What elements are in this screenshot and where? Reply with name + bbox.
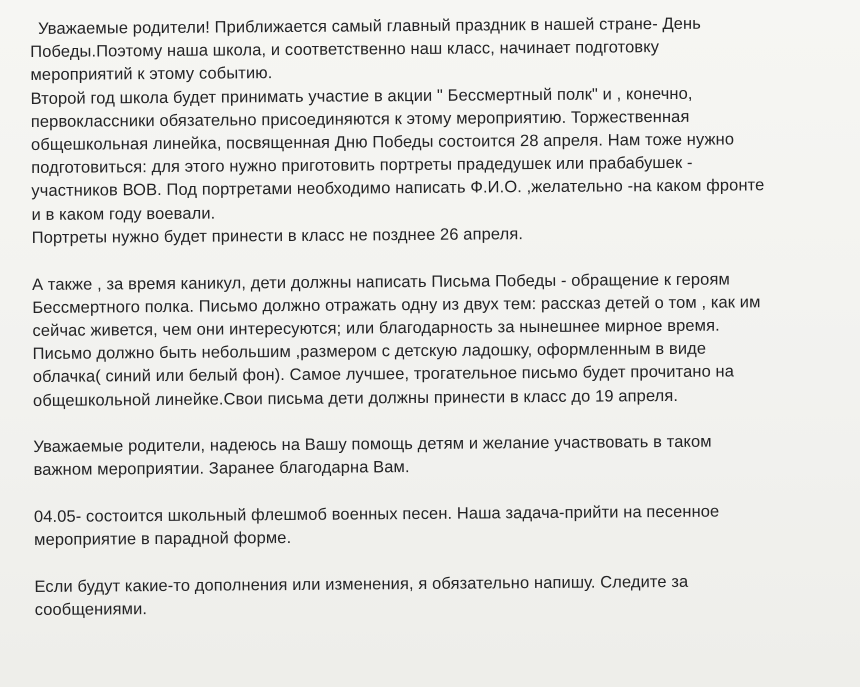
text-line: Победы.Поэтому наша школа, и соответственно наш класс, начинает подготовку — [30, 38, 660, 62]
text-line: Уважаемые родители, надеюсь на Вашу помощь детям и желание участвовать в таком — [33, 432, 712, 457]
text-line: важном мероприятии. Заранее благодарна Вам. — [33, 458, 410, 480]
text-line: А также , за время каникул, дети должны написать Письма Победы - обращение к героям — [32, 270, 730, 294]
text-line: Второй год школа будет принимать участие в акции " Бессмертный полк" и , конечно, — [30, 84, 693, 108]
text-line: облачка( синий или белый фон). Самое лучшее, трогательное письмо будет прочитано на — [32, 362, 735, 387]
paragraph-flashmob — [34, 500, 849, 553]
text-line: Портреты нужно будет принести в класс не позднее 26 апреля. — [31, 224, 524, 247]
text-line: мероприятий к этому событию. — [30, 64, 273, 85]
text-line: общешкольная линейка, посвященная Дню Победы состоится 28 апреля. Нам тоже нужно — [30, 130, 735, 155]
text-line: мероприятие в парадной форме. — [34, 529, 292, 550]
paragraph-thanks — [33, 430, 848, 483]
text-line: сейчас живется, чем они интересуются; или благодарность за нынешнее мирное время. — [32, 316, 720, 340]
text-line: и в каком году воевали. — [31, 204, 216, 224]
text-line: Уважаемые родители! Приближается самый главный праздник в нашей стране- День — [38, 14, 701, 38]
text-line: Если будут какие-то дополнения или изменения, я обязательно напишу. Следите за — [34, 572, 689, 597]
text-line: первоклассники обязательно присоединяются к этому мероприятию. Торжественная — [30, 107, 690, 131]
text-line: 04.05- состоится школьный флешмоб военных песен. Наша задача-прийти на песенное — [33, 502, 720, 527]
text-line: сообщениями. — [34, 600, 148, 620]
paragraph-victory-letters — [32, 267, 848, 413]
notice-text — [30, 12, 850, 646]
paragraph-victory-day — [30, 12, 847, 250]
paragraph-updates — [34, 570, 849, 623]
text-line: участников ВОВ. Под портретами необходимо написать Ф.И.О. ,желательно -на каком фронте — [31, 176, 765, 201]
text-line: Бессмертного полка. Письмо должно отражать одну из двух тем: рассказ детей о том , как им — [32, 293, 761, 317]
text-line: подготовиться: для этого нужно приготовить портреты прадедушек или прабабушек - — [31, 154, 693, 178]
text-line: общешкольной линейке.Свои письма дети должны принести в класс до 19 апреля. — [32, 386, 679, 410]
text-line: Письмо должно быть небольшим ,размером с детскую ладошку, оформленным в виде — [32, 339, 707, 364]
